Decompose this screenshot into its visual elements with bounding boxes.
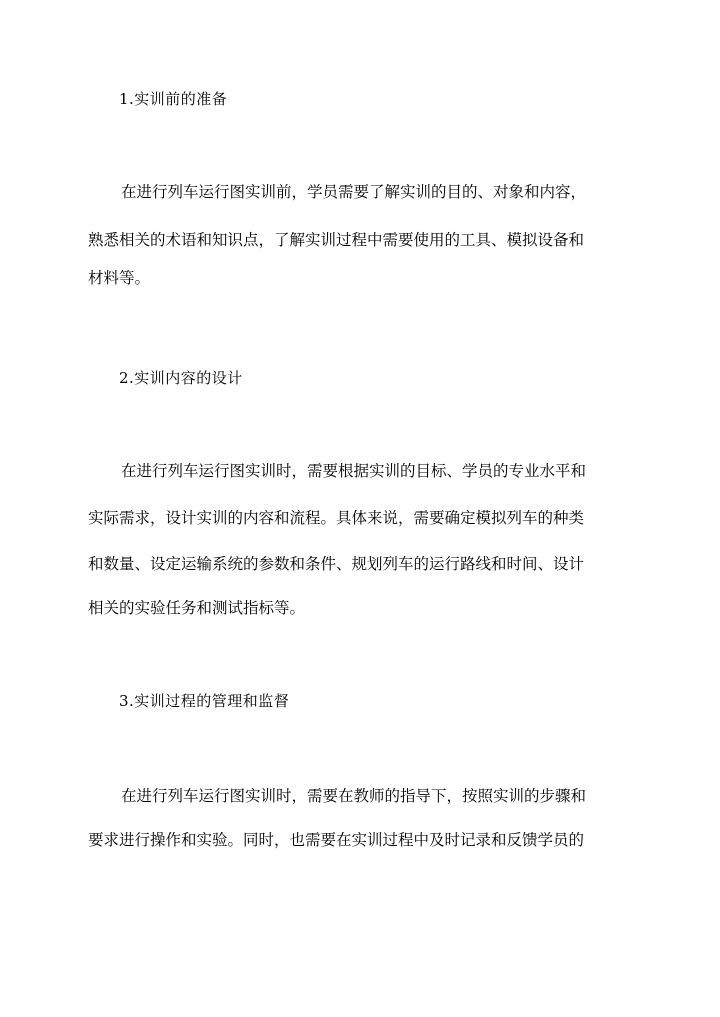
paragraph-1-line-2: 熟悉相关的术语和知识点，了解实训过程中需要使用的工具、模拟设备和 bbox=[88, 231, 585, 249]
section-heading-1: 1.实训前的准备 bbox=[119, 90, 228, 108]
paragraph-2-line-1: 在进行列车运行图实训时，需要根据实训的目标、学员的专业水平和 bbox=[121, 462, 587, 480]
paragraph-1-line-3: 材料等。 bbox=[88, 269, 151, 287]
paragraph-2-line-3: 和数量、设定运输系统的参数和条件、规划列车的运行路线和时间、设计 bbox=[88, 555, 585, 573]
paragraph-1-line-1: 在进行列车运行图实训前，学员需要了解实训的目的、对象和内容， bbox=[121, 183, 587, 201]
section-heading-2: 2.实训内容的设计 bbox=[119, 369, 243, 387]
paragraph-3-line-2: 要求进行操作和实验。同时，也需要在实训过程中及时记录和反馈学员的 bbox=[88, 831, 585, 849]
paragraph-2-line-2: 实际需求，设计实训的内容和流程。具体来说，需要确定模拟列车的种类 bbox=[88, 509, 585, 527]
paragraph-2-line-4: 相关的实验任务和测试指标等。 bbox=[88, 599, 306, 617]
section-heading-3: 3.实训过程的管理和监督 bbox=[119, 692, 290, 710]
paragraph-3-line-1: 在进行列车运行图实训时，需要在教师的指导下，按照实训的步骤和 bbox=[121, 787, 587, 805]
